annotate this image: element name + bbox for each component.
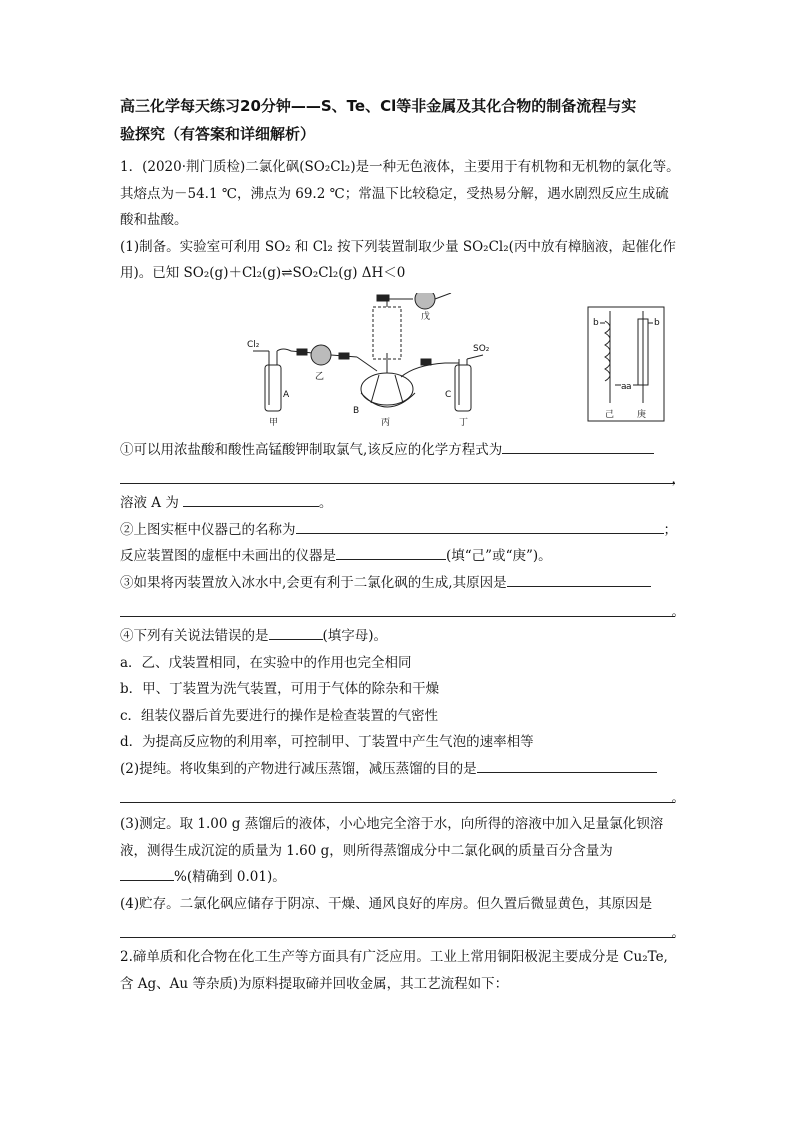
label-a-geng: a bbox=[626, 381, 632, 392]
answer-blank-s1[interactable] bbox=[502, 439, 654, 454]
q1-intro-2: 其熔点为－54.1 ℃，沸点为 69.2 ℃；常温下比较稳定，受热易分解，遇水剧烈反应生成硫 bbox=[120, 185, 669, 202]
q2-line-1: 2.碲单质和化合物在化工生产等方面具有广泛应用。工业上常用铜阳极泥主要成分是 Cu₂Te, bbox=[120, 949, 668, 965]
option-d: d．为提高反应物的利用率，可控制甲、丁装置中产生气泡的速率相等 bbox=[120, 734, 534, 750]
label-yi: 乙 bbox=[315, 371, 325, 382]
q1-s4b-text: (填字母)。 bbox=[322, 628, 388, 644]
period-part2: 。 bbox=[671, 790, 685, 806]
yi-drying-tube bbox=[311, 345, 331, 365]
label-bing: 丙 bbox=[381, 417, 391, 428]
q1-s4-line bbox=[120, 623, 675, 650]
label-a-ji: a bbox=[621, 381, 627, 392]
solid-frame bbox=[588, 307, 664, 421]
answer-blank-s3[interactable] bbox=[507, 572, 651, 587]
period-s3: 。 bbox=[671, 604, 685, 620]
q1-s3-line bbox=[120, 570, 675, 597]
q1-part3-line-2: 液，测得生成沉淀的质量为 1.60 g，则所得蒸馏成分中二氯化砜的质量百分含量为 bbox=[120, 842, 613, 859]
q1-s2b-text: 反应装置图的虚框中未画出的仪器是 bbox=[120, 548, 336, 564]
answer-rule-s3[interactable] bbox=[120, 596, 685, 620]
label-b-geng: b bbox=[654, 317, 660, 328]
answer-rule-part4[interactable] bbox=[120, 917, 685, 941]
q1-s2c-text: (填“己”或“庚”)。 bbox=[446, 548, 552, 564]
label-b-ji: b bbox=[593, 317, 599, 328]
answer-blank-solution-a[interactable] bbox=[183, 492, 319, 507]
label-ding: 丁 bbox=[459, 417, 469, 428]
q2-line-2: 含 Ag、Au 等杂质)为原料提取碲并回收金属，其工艺流程如下： bbox=[120, 975, 509, 992]
q1-s1-line bbox=[120, 437, 675, 464]
semicolon-s2: ； bbox=[663, 521, 677, 538]
apparatus-svg bbox=[245, 293, 675, 431]
q1-part1-line-1: (1)制备。实验室可利用 SO₂ 和 Cl₂ 按下列装置制取少量 SO₂Cl₂(丙中放有樟脑液，起催化作 bbox=[120, 238, 676, 255]
answer-blank-part3[interactable] bbox=[120, 866, 174, 881]
q1-part2-line bbox=[120, 756, 675, 783]
period-s1b: 。 bbox=[318, 495, 333, 511]
title-line-1: 高三化学每天练习20分钟——S、Te、Cl等非金属及其化合物的制备流程与实 bbox=[120, 97, 637, 115]
q1-part3-line-1: (3)测定。取 1.00 g 蒸馏后的液体，小心地完全溶于水，向所得的溶液中加入足量氯化钡溶 bbox=[120, 816, 664, 832]
q1-s1b-line bbox=[120, 490, 675, 517]
option-a: a．乙、戊装置相同，在实验中的作用也完全相同 bbox=[120, 654, 412, 671]
jia-bottle bbox=[265, 365, 281, 411]
title-line-2: 验探究（有答案和详细解析） bbox=[120, 125, 316, 143]
q1-s3-text: ③如果将丙装置放入冰水中,会更有利于二氯化砜的生成,其原因是 bbox=[120, 574, 507, 591]
label-cl2: Cl₂ bbox=[247, 339, 260, 350]
label-geng: 庚 bbox=[637, 409, 647, 420]
q1-s1b-text: 溶液 A 为 bbox=[120, 495, 179, 511]
q1-intro-3: 酸和盐酸。 bbox=[120, 212, 188, 228]
apparatus-diagram bbox=[120, 293, 675, 431]
option-b: b．甲、丁装置为洗气装置，可用于气体的除杂和干燥 bbox=[120, 681, 440, 697]
q1-part1-line-2: 用)。已知 SO₂(g)＋Cl₂(g)⇌SO₂Cl₂(g) ΔH＜0 bbox=[120, 265, 406, 281]
answer-rule-part2[interactable] bbox=[120, 782, 685, 806]
label-C: C bbox=[445, 389, 452, 400]
label-B: B bbox=[353, 405, 360, 416]
q1-part2-text: (2)提纯。将收集到的产物进行减压蒸馏，减压蒸馏的目的是 bbox=[120, 760, 477, 777]
comma-s1: ， bbox=[671, 471, 685, 487]
answer-blank-s2[interactable] bbox=[296, 519, 664, 534]
q1-s4-text: ④下列有关说法错误的是 bbox=[120, 628, 269, 644]
label-so2: SO₂ bbox=[473, 343, 490, 354]
q1-part3-line-3 bbox=[120, 864, 675, 891]
q1-s2-line bbox=[120, 517, 675, 544]
dashed-frame bbox=[373, 307, 401, 359]
label-wu: 戊 bbox=[421, 311, 431, 322]
answer-blank-s2b[interactable] bbox=[336, 545, 446, 560]
label-jia: 甲 bbox=[269, 417, 279, 428]
q1-s2-text: ②上图实框中仪器己的名称为 bbox=[120, 521, 296, 538]
answer-blank-part2[interactable] bbox=[477, 758, 657, 773]
q1-s2b-line bbox=[120, 543, 675, 570]
label-ji: 己 bbox=[605, 409, 615, 420]
q1-s1-text: ①可以用浓盐酸和酸性高锰酸钾制取氯气,该反应的化学方程式为 bbox=[120, 441, 503, 458]
wu-drying-tube bbox=[415, 293, 435, 309]
worksheet-title bbox=[120, 92, 675, 148]
worksheet-page bbox=[120, 92, 685, 997]
option-c: c．组装仪器后首先要进行的操作是检查装置的气密性 bbox=[120, 707, 439, 724]
q1-part4-line: (4)贮存。二氯化砜应储存于阴凉、干燥、通风良好的库房。但久置后微显黄色，其原因是 bbox=[120, 895, 653, 912]
ding-bottle bbox=[455, 365, 471, 411]
q1-intro-1: 1．(2020·荆门质检)二氯化砜(SO₂Cl₂)是一种无色液体，主要用于有机物和无机物的氯化等。 bbox=[120, 159, 680, 175]
answer-blank-s4[interactable] bbox=[269, 625, 323, 640]
answer-rule-s1[interactable] bbox=[120, 463, 685, 487]
q1-part3-text-3: %(精确到 0.01)。 bbox=[174, 869, 286, 885]
period-part4: 。 bbox=[671, 925, 685, 941]
label-A: A bbox=[283, 389, 290, 400]
